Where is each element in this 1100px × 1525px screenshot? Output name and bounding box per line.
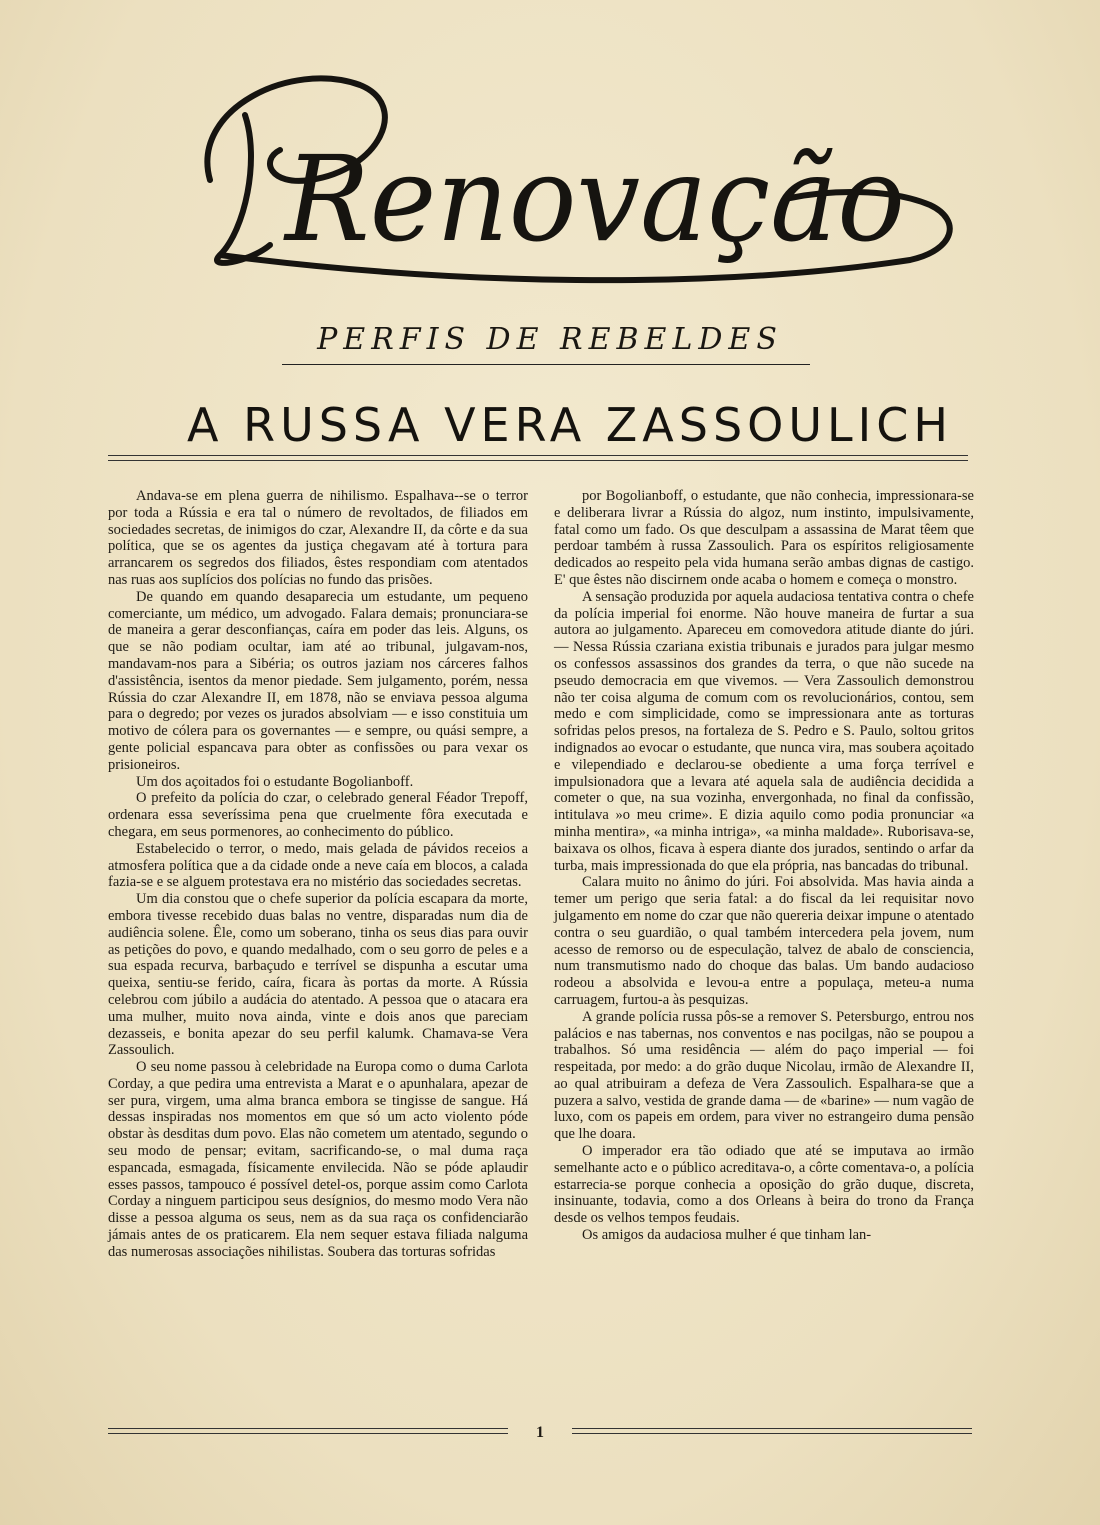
paragraph: Estabelecido o terror, o medo, mais gelada de pávidos receios a atmosfera política que a da cidade onde a neve caía em blocos, a calada fazia-se e se alguem protestava era no mistério das sociedades secretas. [108,840,528,891]
paragraph: Um dia constou que o chefe superior da polícia escapara da morte, embora tivesse recebido duas balas no ventre, disparadas num dia de audiência solene. Êle, como um soberano, tinha os seus dias para ouvir as petições do povo, e quando medalhado, com o seu gorro de peles e a sua espada recurva, barbaçudo e terrível se dispunha a escutar uma queixa, sentiu-se ferido, caíra, ficara às portas da morte. A Rússia celebrou com júbilo a audácia do atentado. A pessoa que o atacara era uma mulher, muito nova ainda, vinte e dois anos que pareciam dezasseis, e bonita apezar do seu perfil kalumk. Chamava-se Vera Zassoulich. [108,891,528,1059]
article-column-right [554,488,974,1244]
article-column-left [108,488,528,1261]
kicker-underline [282,364,810,365]
paragraph: O seu nome passou à celebridade na Europa como o duma Carlota Corday, a que pedira uma entrevista a Marat e o apunhalara, apezar de ser pura, virgem, uma alma branca embora se tingisse de sangue. Há dessas inspiradas nos momentos em que só um acto violento póde obstar às desditas dum povo. Elas não cometem um atentado, segundo o seu modo de pensar; evitam, sacrificando-se, o mal duma raça espancada, esmagada, físicamente envilecida. Não se póde aplaudir esses passos, tampouco é possível detel-os, porque assim como Carlota Corday a ninguem participou seus desígnios, do mesmo modo Vera não disse a pessoa alguma os seus, nem as da sua raça os confidenciarão jámais antes de os praticarem. Ela nem sequer estava filiada nalguma das numerosas associações nihilistas. Soubera das torturas sofridas [108,1059,528,1260]
section-kicker: PERFIS DE REBELDES [317,322,783,357]
paragraph: O imperador era tão odiado que até se imputava ao irmão semelhante acto e o público acreditava-o, a côrte comentava-o, a polícia estarrecia-se porque conhecia a oposição do grão duque, discreta, insinuante, todavia, como a dos Orleans à beira do trono da França desde os velhos tempos feudais. [554,1143,974,1227]
headline-rule [108,455,968,461]
paragraph: Um dos açoitados foi o estudante Bogolianboff. [136,773,414,790]
paragraph: Calara muito no ânimo do júri. Foi absolvida. Mas havia ainda a temer um perigo que seria fatal: a do fiscal da lei requisitar novo julgamento em nome do czar que não quereria deixar impune o atentado contra o seu guardião, o qual também intercedera pela jovem, num acesso de remorso ou de especulação, talvez de abalo de consciencia, num transmutismo nado do choque das balas. Um bando audacioso rodeou a absolvida e levou-a entre a populaça, meteu-a numa carruagem, furtou-a às pesquizas. [554,874,974,1008]
footer-rule-right [572,1428,972,1434]
paragraph: Andava-se em plena guerra de nihilismo. Espalhava--se o terror por toda a Rússia e era tal o número de revoltados, de filiados em sociedades secretas, de inimigos do czar, Alexandre II, da côrte e da sua política, que se os agentes da justiça chegavam até à tortura para arrancarem os segredos dos filiados, êstes respondiam com atentados nas ruas aos suplícios dos polícias no fundo das prisões. [108,488,528,588]
paragraph: O prefeito da polícia do czar, o celebrado general Féador Trepoff, ordenara essa severíssima pena que cruelmente fôra executada e chegara, em seus pormenores, ao conhecimento do público. [108,790,528,840]
paragraph: por Bogolianboff, o estudante, que não conhecia, impressionara-se e deliberara livrar a Rússia do algoz, num instinto, impulsivamente, fatal como um fado. Os que desculpam a assassina de Marat têem que perdoar também à russa Zassoulich. Para os espíritos religiosamente dedicados ao respeito pela vida humana serão ambas dignas de castigo. E' que êstes não discirnem onde acaba o homem e começa o monstro. [554,488,974,588]
page-number: 1 [536,1424,544,1441]
paragraph: Os amigos da audaciosa mulher é que tinham lan- [582,1227,872,1244]
paragraph: A grande polícia russa pôs-se a remover S. Petersburgo, entrou nos palácios e nas tabernas, nos conventos e nas pocilgas, não se poupou a trabalhos. Só uma residência — além do paço imperial — foi respeitada, por medo: a do grão duque Nicolau, irmão de Alexandre II, ao qual atribuiram a defeza de Vera Zassoulich. Espalhara-se que a puzera a salvo, vestida de grande dama — de «barine» — num vagão de luxo, com os papeis em ordem, para viver no estrangeiro duma pensão que lhe doara. [554,1008,974,1143]
renovacao-logo [150,40,960,310]
paragraph: De quando em quando desaparecia um estudante, um pequeno comerciante, um médico, um advogado. Falara demais; pronunciara-se de maneira a gerar desconfianças, caíra em poder das leis. Alguns, os que se não podiam ocultar, iam até ao tribunal, julgavam-nos, mandavam-nos para a Sibéria; os outros jaziam nos cárceres falhos d'assistência, isentos da menor piedade. Sem julgamento, porém, nessa Rússia do czar Alexandre II, em 1878, não se enviava pessoa alguma para o degredo; por vezes os jurados absolviam — e isso constituia um motivo de cólera para os governantes — e sempre, ou quási sempre, a gente policial espancava para obter as confissões ou para vexar os prisioneiros. [108,588,528,773]
paragraph: A sensação produzida por aquela audaciosa tentativa contra o chefe da polícia imperial foi enorme. Não houve maneira de furtar a sua autora ao julgamento. Apareceu em comovedora atitude diante do júri. — Nessa Rússia czariana existia tribunais e jurados para julgar mesmo os confessos assassinos dos grandes da terra, o que não sucede na pseudo democracia em que vivemos. — Vera Zassoulich demonstrou não ter coisa alguma de comum com os revolucionários, contou, sem medo e com simplicidade, como se impressionara ante as torturas sofridas pelos presos, na fortaleza de S. Pedro e S. Paulo, soltou gritos indignados ao evocar o estudante, que nunca vira, mas soubera açoitado e vilependiado e declarou-se obediente a uma força terrível e impulsionadora que a levara até aquela sala de audiência decidida a cometer o que, na sua vozinha, envergonhada, no final da confissão, intitulava »o meu crime». E dizia aquilo como podia pronunciar «a minha mentira», «a minha intriga», «a minha maldade». Ruborisava-se, baixava os olhos, ficava à espera diante dos jurados, sentindo o arfar da turba, mais impressionada do que ela própria, nas bancadas do tribunal. [554,588,974,874]
logo-text: Renovação [283,130,905,268]
footer-rule-left [108,1428,508,1434]
article-headline: A RUSSA VERA ZASSOULICH [187,398,953,452]
masthead-logo [150,40,960,310]
